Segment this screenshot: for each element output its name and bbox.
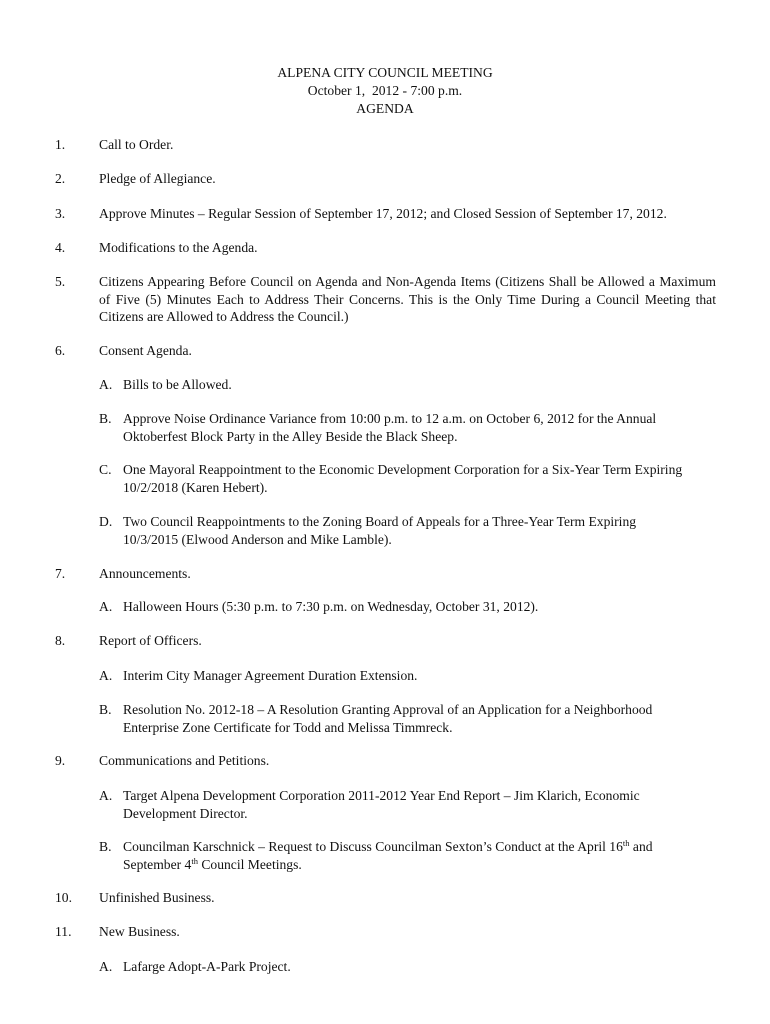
sub-item-letter: A.: [99, 599, 113, 614]
sub-item-letter: B.: [99, 411, 112, 426]
sub-item-text: Lafarge Adopt-A-Park Project.: [123, 959, 291, 974]
sub-item-letter: A.: [99, 377, 113, 392]
sub-item-text-part: and: [629, 839, 653, 854]
sub-item-text-part: September 4: [123, 856, 192, 872]
sub-item-letter: C.: [99, 462, 112, 477]
sub-item-text-part: Council Meetings.: [197, 856, 302, 872]
agenda-header: [0, 64, 770, 118]
item-text: Consent Agenda.: [99, 343, 192, 358]
item-text: Announcements.: [99, 566, 191, 581]
item-text: New Business.: [99, 924, 180, 939]
item-number: 2.: [55, 171, 66, 186]
sub-item-text-part: Councilman Karschnick – Request to Discuss Councilman Sexton’s Conduct at the April 16: [123, 839, 623, 854]
sub-item-text: One Mayoral Reappointment to the Economic Development Corporation for a Six-Year Term Expiring 10/2/2018 (Karen Hebert).: [123, 462, 683, 495]
item-number: 7.: [55, 566, 66, 581]
sub-item-text: Resolution No. 2012-18 – A Resolution Granting Approval of an Application for a Neighborhood Enterprise Zone Certificate for Todd and Melissa Timmreck.: [123, 702, 653, 735]
sub-item-text: Two Council Reappointments to the Zoning Board of Appeals for a Three-Year Term Expiring 10/3/2015 (Elwood Anderson and Mike Lamble).: [123, 514, 637, 547]
item-text: Communications and Petitions.: [99, 753, 270, 768]
sub-item-letter: A.: [99, 788, 113, 803]
item-text: Call to Order.: [99, 137, 174, 152]
sub-item-text: Approve Noise Ordinance Variance from 10:00 p.m. to 12 a.m. on October 6, 2012 for the Annual Oktoberfest Block Party in the Alley Beside the Black Sheep.: [123, 411, 657, 444]
item-number: 8.: [55, 633, 66, 648]
item-text: Report of Officers.: [99, 633, 202, 648]
agenda-heading: AGENDA: [356, 101, 414, 116]
item-number: 10.: [55, 890, 72, 905]
item-number: 3.: [55, 206, 66, 221]
item-text: Citizens Appearing Before Council on Agenda and Non-Agenda Items (Citizens Shall be Allowed a Maximum of Five (5) Minutes Each to Address Their Concerns. This is the Only Time During a Council Meeting that Citizens are Allowed to Address the Council.): [99, 274, 716, 324]
item-text: Approve Minutes – Regular Session of September 17, 2012; and Closed Session of September 17, 2012.: [99, 206, 667, 221]
sub-item-letter: B.: [99, 839, 112, 854]
item-text: Modifications to the Agenda.: [99, 240, 258, 255]
item-number: 1.: [55, 137, 66, 152]
item-text: Pledge of Allegiance.: [99, 171, 216, 186]
sub-item-text: Target Alpena Development Corporation 2011-2012 Year End Report – Jim Klarich, Economic Development Director.: [123, 788, 640, 821]
item-number: 11.: [55, 924, 72, 939]
sub-item-text: Interim City Manager Agreement Duration Extension.: [123, 668, 418, 683]
item-text: Unfinished Business.: [99, 890, 215, 905]
ordinal-suffix: th: [191, 855, 198, 866]
sub-item-text: Bills to be Allowed.: [123, 377, 232, 392]
ordinal-suffix: th: [622, 838, 630, 848]
item-number: 4.: [55, 240, 66, 255]
item-number: 9.: [55, 753, 66, 768]
sub-item-letter: A.: [99, 668, 113, 683]
meeting-date: October 1, 2012 - 7:00 p.m.: [307, 83, 463, 98]
item-number: 5.: [55, 274, 66, 289]
sub-item-letter: A.: [99, 959, 113, 974]
sub-item-text: Halloween Hours (5:30 p.m. to 7:30 p.m. on Wednesday, October 31, 2012).: [123, 599, 539, 614]
item-number: 6.: [55, 343, 66, 358]
sub-item-letter: B.: [99, 702, 112, 717]
sub-item-letter: D.: [99, 514, 113, 529]
meeting-title: ALPENA CITY COUNCIL MEETING: [277, 65, 493, 80]
sub-item-text: [123, 838, 723, 873]
